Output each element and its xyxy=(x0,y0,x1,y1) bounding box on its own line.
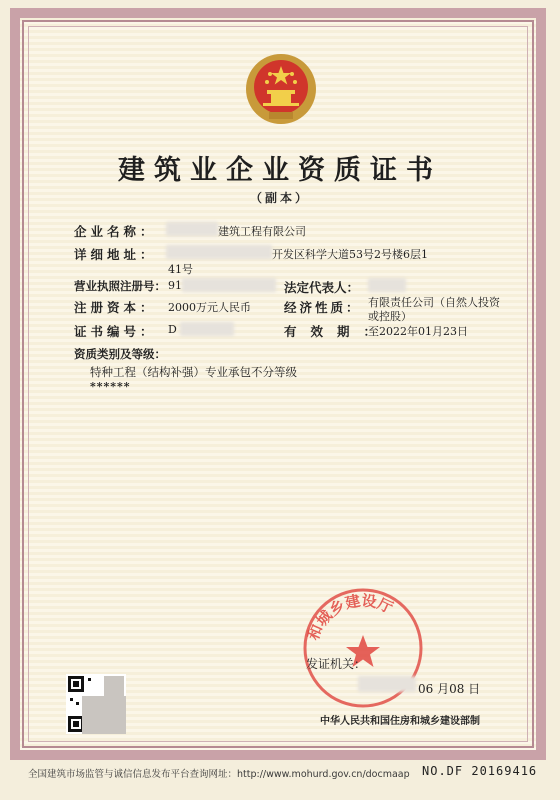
econ-nature-label: 经济性质： xyxy=(284,300,362,315)
econ-nature-value-line1: 有限责任公司（自然人投资 xyxy=(368,296,500,309)
qualification-label: 资质类别及等级： xyxy=(74,347,166,361)
validity-label: 有效期： xyxy=(284,324,391,339)
license-no-value: 91 xyxy=(168,279,182,292)
redacted-company-prefix xyxy=(166,222,218,236)
issuer-label: 发证机关： xyxy=(306,657,367,671)
qualification-stars: ****** xyxy=(90,380,131,393)
national-emblem xyxy=(243,52,319,126)
company-name-label: 企业名称： xyxy=(74,224,157,239)
seal-text: 和城乡建设厅 xyxy=(304,591,396,643)
redacted-issue-year xyxy=(358,676,416,692)
issuer-org: 中华人民共和国住房和城乡建设部制 xyxy=(320,716,480,727)
certificate-title: 建筑业企业资质证书 xyxy=(118,155,442,186)
license-no-label: 营业执照注册号： xyxy=(74,279,166,293)
redacted-cert-no xyxy=(180,322,234,336)
address-label: 详细地址： xyxy=(74,247,157,262)
official-seal xyxy=(298,583,428,713)
qualification-value: 特种工程（结构补强）专业承包不分等级 xyxy=(90,365,297,379)
certificate-subtitle: （副本） xyxy=(249,191,310,205)
serial-number: NO.DF 20169416 xyxy=(422,764,538,778)
qr-code[interactable] xyxy=(66,674,126,734)
issue-date: 06 月08 日 xyxy=(418,682,481,696)
econ-nature-value-line2: 或控股） xyxy=(368,310,412,323)
capital-label: 注册资本： xyxy=(74,300,157,315)
cert-no-value: D xyxy=(168,323,177,336)
redacted-license-no xyxy=(182,278,276,292)
address-value-line1: 开发区科学大道53号2号楼6层1 xyxy=(272,248,428,261)
address-value-line2: 41号 xyxy=(168,263,193,276)
company-name-value: 建筑工程有限公司 xyxy=(218,225,306,238)
capital-value: 2000万元人民币 xyxy=(168,301,251,314)
redacted-legal-rep xyxy=(368,278,406,292)
validity-value: 至2022年01月23日 xyxy=(368,325,468,338)
redacted-address-prefix xyxy=(166,245,272,259)
query-url-text: 全国建筑市场监管与诚信信息发布平台查询网址：http://www.mohurd.gov.cn/docmaap xyxy=(28,769,410,780)
svg-text:和城乡建设厅 xyxy=(304,592,396,643)
cert-no-label: 证书编号： xyxy=(74,324,157,339)
legal-rep-label: 法定代表人： xyxy=(284,280,360,295)
